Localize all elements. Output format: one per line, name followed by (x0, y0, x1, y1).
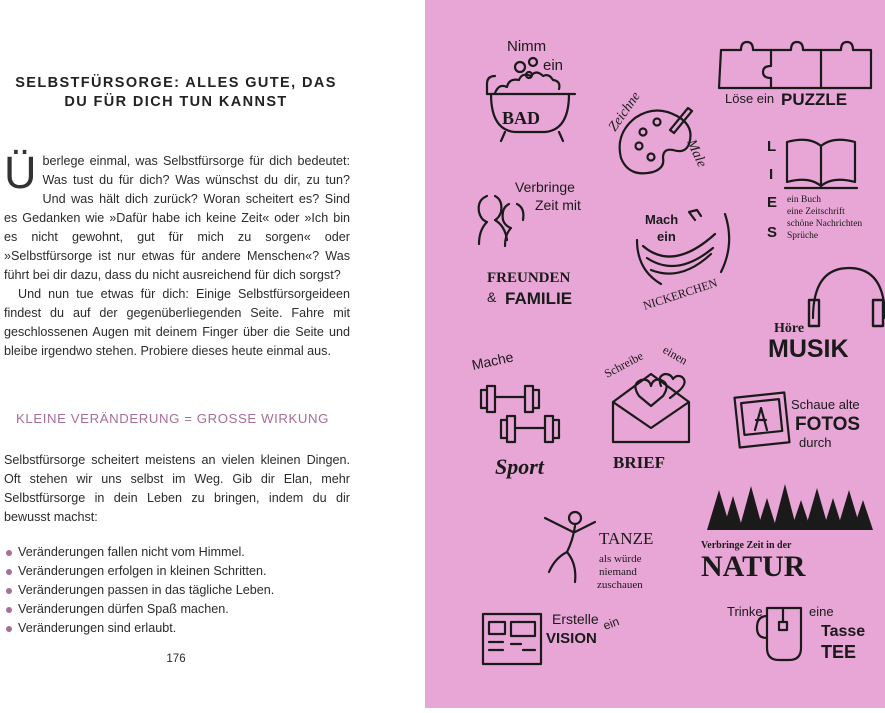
sport-mache: Mache (470, 348, 515, 373)
friends-verbringe: Verbringe (515, 179, 575, 195)
letter-brief: BRIEF (613, 453, 665, 472)
tea-eine: eine (809, 604, 834, 619)
vision-vision: VISION (546, 630, 597, 647)
bath-ein: ein (543, 57, 564, 74)
nature-natur: NATUR (701, 550, 806, 583)
list-item (6, 581, 274, 600)
vision-erstelle: Erstelle (552, 611, 599, 627)
friends-amp: & (487, 289, 497, 305)
right-page (425, 0, 885, 708)
list-item (6, 562, 274, 581)
dance-tanze: TANZE (599, 529, 654, 548)
photos-schaue: Schaue alte (791, 397, 860, 412)
bullet-dot-icon (6, 588, 12, 594)
bullet-list (6, 543, 274, 638)
dance-line3: zuschauen (597, 579, 643, 591)
vision-board-icon (483, 611, 621, 669)
bullet-dot-icon (6, 607, 12, 613)
letter-icon (602, 342, 690, 472)
sport-word: Sport (495, 454, 544, 479)
intro-text: berlege einmal, was Selbstfürsorge für dich bedeutet: Was tust du für dich? Was wünschst du dir, zu tun? Und was hält dich zurück? Woran scheitert es? Sind es Gedanken wie »Dafür habe ich keine Zeit« oder »Ich bin es nicht gewohnt, gut für mich zu sorgen« oder »Selbstfürsorge ist nur etwas für andere Menschen«? Was führt bei dir dazu, dass du nicht ausreichend für dich sorgst? (4, 154, 350, 282)
friends-zeit: Zeit mit (535, 197, 581, 213)
trees-icon (701, 484, 873, 583)
music-hoere: Höre (774, 321, 805, 336)
read-item-3: schöne Nachrichten (787, 219, 863, 229)
headphones-icon (768, 268, 885, 363)
nap-ein: ein (657, 229, 676, 244)
tea-cup-icon (727, 604, 865, 662)
bath-icon (487, 38, 575, 141)
friends-familie: FAMILIE (505, 289, 573, 308)
paragraph-2: Und nun tue etwas für dich: Einige Selbstfürsorgeideen findest du auf der gegenüberliegenden Seite. Fahre mit geschlossenen Augen mit deinem Finger über die Seite und bleibe irgendwo stehen. Probiere dieses heute einmal aus. (4, 287, 350, 358)
photos-durch: durch (799, 435, 832, 450)
nap-mach: Mach (645, 212, 679, 227)
lies-i: I (769, 166, 774, 183)
read-item-4: Sprüche (787, 231, 819, 241)
dance-line1: als würde (599, 553, 642, 565)
palette-icon (606, 89, 709, 173)
list-item (6, 619, 274, 638)
dancer-icon (545, 512, 653, 591)
letter-schreibe: Schreibe (601, 348, 646, 381)
tea-tee: TEE (821, 642, 857, 662)
bullet-dot-icon (6, 626, 12, 632)
hammock-icon (637, 210, 729, 313)
bullet-dot-icon (6, 550, 12, 556)
page-number: 176 (166, 653, 186, 665)
left-page (0, 0, 425, 708)
paragraph-3: Selbstfürsorge scheitert meistens an vielen kleinen Dingen. Oft stehen wir uns selbst im Weg. Gib dir Elan, mehr Selbstfürsorge in dein Leben zu bringen, indem du dir bewusst machst: (4, 453, 350, 524)
lies-e: E (767, 194, 778, 211)
drop-cap: Ü (4, 147, 37, 198)
list-item (6, 543, 274, 562)
draw-male: Male (683, 137, 710, 170)
dumbbell-icon (470, 349, 559, 479)
dance-line2: niemand (599, 566, 637, 578)
friends-freunden: FREUNDEN (487, 270, 571, 286)
list-item-text: Veränderungen passen in das tägliche Leben. (18, 583, 275, 597)
list-item (6, 600, 274, 619)
draw-zeichne: Zeichne (605, 89, 644, 135)
page-heading (0, 74, 352, 112)
friends-icon (479, 179, 581, 308)
tea-trinke: Trinke (727, 604, 763, 619)
puzzle-icon (719, 42, 871, 109)
nature-verbringe: Verbringe Zeit in der (701, 540, 792, 551)
subheading: KLEINE VERÄNDERUNG = GROSSE WIRKUNG (16, 411, 330, 426)
bath-bad: BAD (502, 108, 541, 128)
list-item-text: Veränderungen erfolgen in kleinen Schritten. (18, 564, 267, 578)
photo-icon (735, 393, 861, 450)
letter-einen: einen (660, 342, 691, 368)
bath-nimm: Nimm (507, 38, 547, 55)
music-musik: MUSIK (768, 335, 849, 363)
book-icon (767, 138, 862, 241)
vision-board: BOARD (554, 641, 619, 669)
list-item-text: Veränderungen dürfen Spaß machen. (18, 602, 229, 616)
nap-nickerchen: NICKERCHEN (641, 275, 720, 313)
heading-line-1: SELBSTFÜRSORGE: ALLES GUTE, DAS (15, 75, 337, 91)
selfcare-illustrations (425, 0, 885, 708)
bullet-dot-icon (6, 569, 12, 575)
list-item-text: Veränderungen fallen nicht vom Himmel. (18, 545, 245, 559)
lies-l: L (767, 138, 777, 155)
photos-fotos: FOTOS (795, 414, 861, 435)
tea-tasse: Tasse (821, 623, 866, 640)
lies-s: S (767, 224, 778, 241)
intro-paragraph (4, 147, 350, 285)
puzzle-loese: Löse ein (725, 91, 775, 106)
read-item-2: eine Zeitschrift (787, 207, 845, 217)
vision-ein: ein (601, 614, 622, 633)
puzzle-word: PUZZLE (781, 90, 848, 109)
heading-line-2: DU FÜR DICH TUN KANNST (64, 94, 288, 110)
read-item-1: ein Buch (787, 195, 822, 205)
list-item-text: Veränderungen sind erlaubt. (18, 621, 177, 635)
